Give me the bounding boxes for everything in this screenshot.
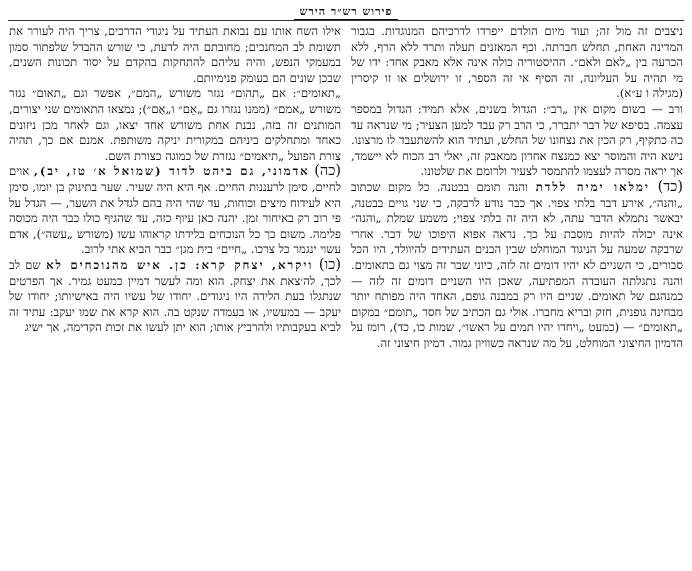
- paragraph: „תאומים״: אם „תהום״ נגזר משורש „המם״, אפשר וגם „תאום״ נגזר משורש „אמם״ (ממנו נגזרו גם „אֵם״ ו„אֻם״); נמצאו התאומים שני יצורים, המותנים זה בזה, נבנת אחת משורש אחד יצאו, וגם לאחר מכן ניזונים כאחד ומתחלקים ביניהם במקורית יניקה משותפת. אמנם אם כך, תהיה צורת הפועל „תיאמים״ נגזרת של כמוגה כצורת השם.: [9, 86, 341, 163]
- paragraph: ורב — בשום מקום אין „רב״: הגדול בשנים, אלא תמיד: הגדול במספר עצמה. בסיפא של דבר יתברר, כי הרב רק עבד למען הצעיר; מי שנראה עד כה כתקיף, רק הכין את נצחונו של החלש, ועתיד הוא להשתעבד לו מרצונו. נישא היה והמוסר יצא כמנצח אחרון ממאבק זה, יאלי רב הכוח לא יישמד, אך יראה מסרה לעצמו להתמסר לצעיר ולרומם את שלטונו.: [351, 101, 683, 179]
- section-paragraph: [351, 180, 683, 352]
- section-text: והנה תומם בבטנה. כל מקום שכתוב „והנה״, אירע דבר בלתי צפוי. אך כבר נודע לרבקה, כי שני גויים בבטנה, יבאשר נתמלא הדבר עתה, לא היה זה בלתי צפוי; משמע שמלת „והנה״ אינה יכולה להיות מוסבת על כך. נראה אפוא היפוכו של דבר. אחרי שרבקה שמעה על הניגוד המוחלט שבין הבנים העתידים להיוולד, היו הכל סבורים, כי השניים לא יהיו דומים זה לזה, כיוני שבר זה מצוי גם בתאומים. והנה נתגלתה העובדה המפתיעה, שאכן היו השניים דומים זה לזה — כמנהגם של תאומים. שניים היו רק במבנה גופם, האחד היה מפותח יותר מבחינה גופנית, חזק ובריא מחברו. אולי גם הכתיב של חסר „תומם״ במקום „תאומים״ — (כמעט „ויחדו יהיו תמים על ראשו״, שמות כו, כד), רומז על הדמיון החיצוני המוחלט, על מה שנראה כשוויון גמור. דמיון חיצוני זה.: [351, 179, 683, 350]
- section-number: (כה): [314, 163, 341, 180]
- section-number: (כו): [318, 256, 341, 273]
- section-heading: [29, 164, 341, 178]
- section-text: שם לב לכך, לה׳צאת את יצחק. הוא ומה לעשר דמיין כמעט גמיר. אך הפרטים שנתגלו בעת הלידה היו ניגודים. יחודו של עשיו היה באישיותו; יחודו של יעקב — במעשיו, או בעמדה שנקט בה. הוא קרא את שמו יעקב: עתיד זה לביא בעקבותיו ולהרביץ אותו; הוא יתן לעשו את זכות הקדימה, אך ישיג: [9, 257, 341, 335]
- section-text: אוים לחיים, סימן לרעננות החיים. אף היא היה שעיר. שער בתינוק בן יומו, סימן היא לעידוח מיצים וכוחות, עד שהי היה בהם לגדל את השער, — הגדל על פי רוב רק באיחור זמן. יהנה כאן עיוף כזה, עד שהגיף כולו כבר היה מכוסה פלימה. משום כך כל הנוכחים בלידתו קראוהו עשו (משורש „עשה״), אדם עשוי ינגמר כל צרכו. „חיים״ בית מגן״ כבר הביא אתי לרוב.: [9, 164, 341, 257]
- section-heading: [41, 258, 341, 272]
- section-number: (כד): [657, 178, 683, 195]
- right-column: [351, 24, 683, 569]
- paragraph: אילו השח אותו עם נבואת העתיד על ניגודי הדרכים, צריך היה לעורר את תשומת לב המחנכים; מחובתם היה לדעת, כי שורש ההבדל שלפתור סמון במעמקי הנפש, והיה עליהם להתחקות בהקדם על יסוד תכונות השנים, שבכן שונים הם בעומק פנימיותם.: [9, 24, 341, 85]
- running-header-title: פירוש רש״ר הירש: [294, 5, 399, 20]
- section-paragraph: [9, 258, 341, 336]
- section-lemma: ויקרא, יצחק קרא: כן. איש מהנוכחים לא: [46, 257, 314, 272]
- running-header: [0, 0, 692, 20]
- header-rule: [8, 20, 684, 21]
- section-heading: [528, 180, 683, 194]
- section-lemma: ימלאו ימיה ללדת: [535, 179, 650, 194]
- paragraph: ניצבים זה מול זה; ועוד מיום הולדם ייפרדו לדרכיהם המנוגדות. בגבור המדינה האחת, תחלש חברתה. וכף המאזנים תעלה ותרד ללא הרף, ללא הכרעה בין „לאֹם ולאֹם״. ההיסטוריה כולה אינה אלא מאבק אחד: ידו של מי תהיה על העליונה, זה הסיף אי זה הספר, זו ירושלים או זו קיסרין (מגילה ו ע״א).: [351, 24, 683, 101]
- section-paragraph: [9, 164, 341, 258]
- section-lemma: אדמוני, גם ביהט לדוד (שמואל א׳ טז, יב),: [33, 164, 310, 179]
- left-column: [9, 24, 341, 569]
